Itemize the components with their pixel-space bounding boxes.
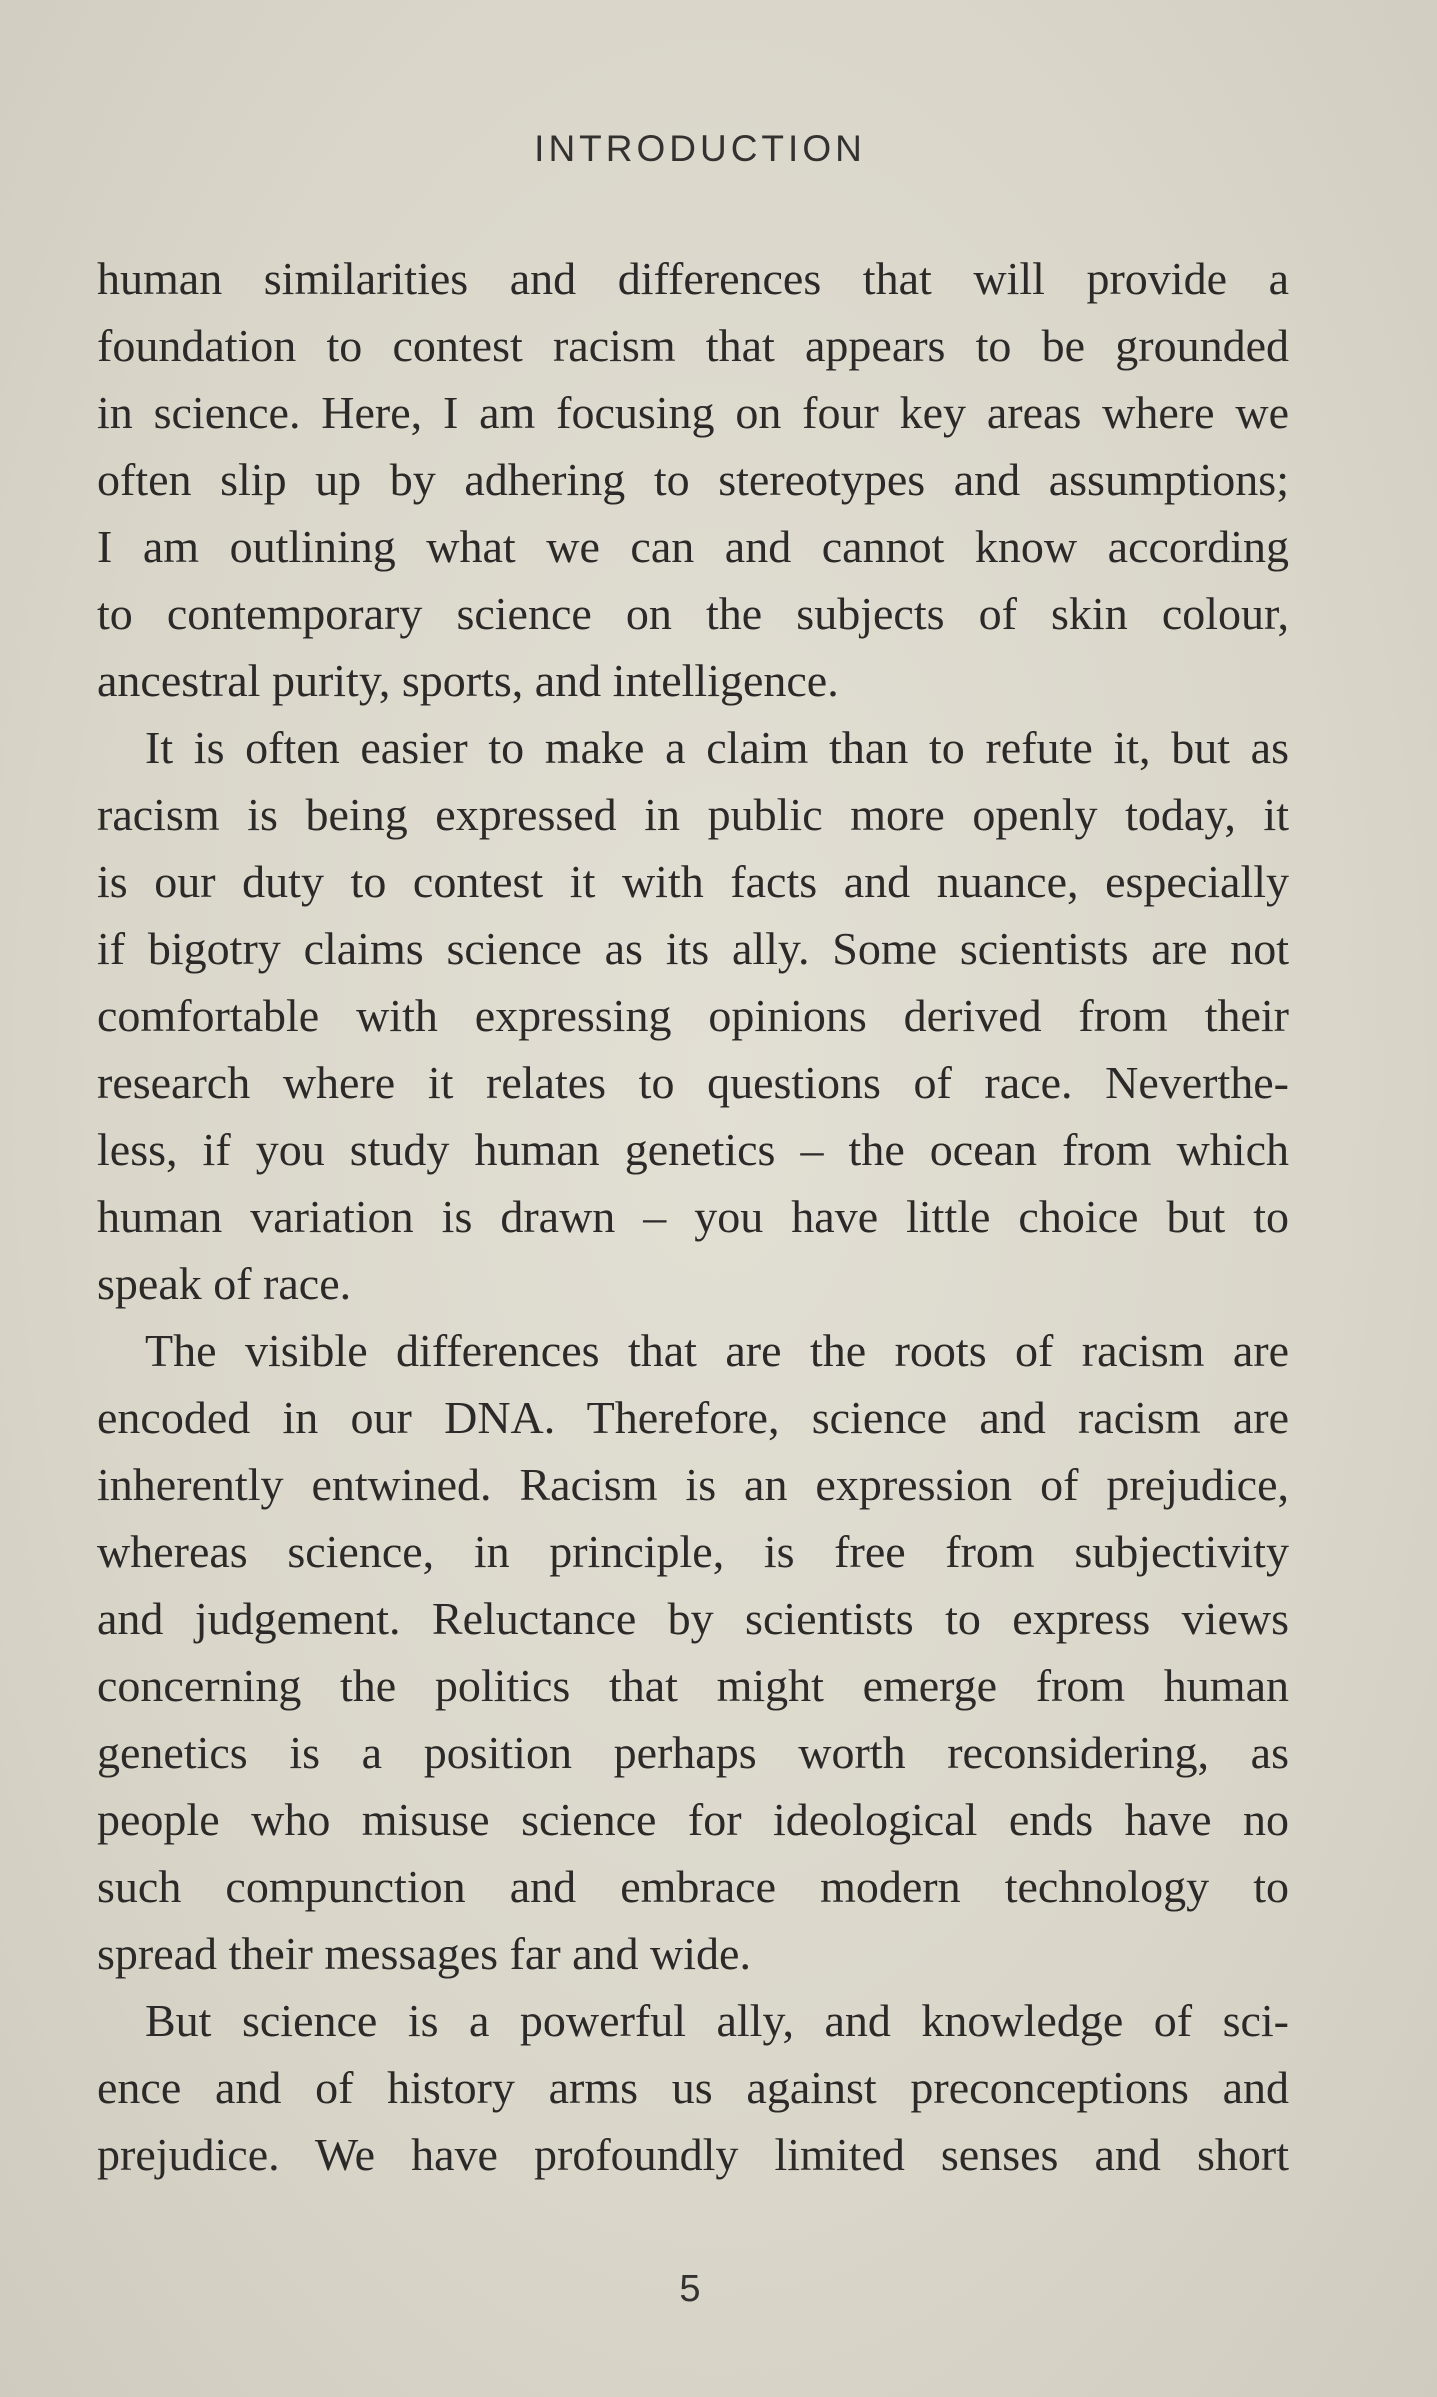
text-line: whereas science, in principle, is free from subjectivity <box>97 1526 1289 1577</box>
text-line: people who misuse science for ideological ends have no <box>97 1794 1289 1845</box>
text-line: ence and of history arms us against preconceptions and <box>97 2062 1289 2113</box>
text-line: in science. Here, I am focusing on four key areas where we <box>97 387 1289 438</box>
text-line: foundation to contest racism that appears to be grounded <box>97 320 1289 371</box>
text-line: concerning the politics that might emerge from human <box>97 1660 1289 1711</box>
text-line: and judgement. Reluctance by scientists to express views <box>97 1593 1289 1644</box>
text-line: less, if you study human genetics – the ocean from which <box>97 1124 1289 1175</box>
text-line: is our duty to contest it with facts and nuance, especially <box>97 856 1289 907</box>
text-line: such compunction and embrace modern technology to <box>97 1861 1289 1912</box>
text-line: genetics is a position perhaps worth reconsidering, as <box>97 1727 1289 1778</box>
text-line: research where it relates to questions of race. Neverthe- <box>97 1057 1289 1108</box>
body-text <box>97 245 1289 2188</box>
text-line: ancestral purity, sports, and intelligence. <box>97 655 839 706</box>
running-head: INTRODUCTION <box>534 128 866 169</box>
text-line: inherently entwined. Racism is an expression of prejudice, <box>97 1459 1289 1510</box>
text-line: comfortable with expressing opinions derived from their <box>97 990 1289 1041</box>
text-line: spread their messages far and wide. <box>97 1928 751 1979</box>
page-number: 5 <box>679 2268 701 2310</box>
text-line: racism is being expressed in public more openly today, it <box>97 789 1289 840</box>
text-line: often slip up by adhering to stereotypes and assumptions; <box>97 454 1289 505</box>
text-line: human similarities and differences that will provide a <box>97 253 1289 304</box>
text-line: to contemporary science on the subjects of skin colour, <box>97 588 1289 639</box>
text-line: It is often easier to make a claim than to refute it, but as <box>145 722 1289 773</box>
text-line: I am outlining what we can and cannot know according <box>97 521 1289 572</box>
text-line: speak of race. <box>97 1258 352 1309</box>
text-line: But science is a powerful ally, and knowledge of sci- <box>145 1995 1289 2046</box>
text-line: The visible differences that are the roots of racism are <box>145 1325 1289 1376</box>
text-line: human variation is drawn – you have little choice but to <box>97 1191 1289 1242</box>
text-line: if bigotry claims science as its ally. Some scientists are not <box>97 923 1289 974</box>
text-line: prejudice. We have profoundly limited senses and short <box>97 2129 1289 2180</box>
text-line: encoded in our DNA. Therefore, science and racism are <box>97 1392 1289 1443</box>
